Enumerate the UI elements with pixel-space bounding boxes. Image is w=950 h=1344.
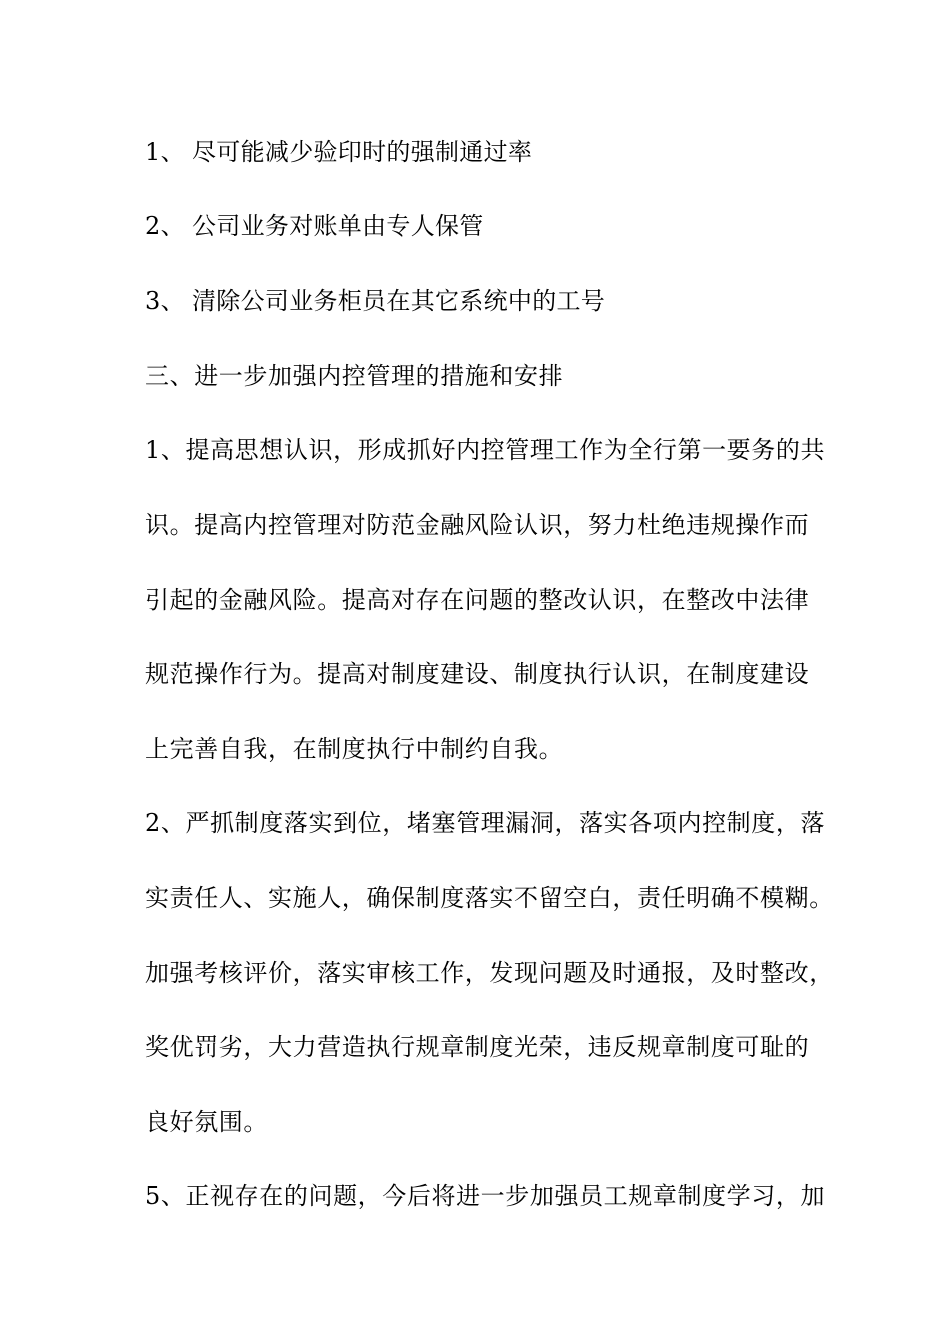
paragraph-line: 2、严抓制度落实到位，堵塞管理漏洞，落实各项内控制度，落 xyxy=(145,809,826,837)
section-heading: 三、进一步加强内控管理的措施和安排 xyxy=(145,362,564,390)
paragraph-line: 上完善自我，在制度执行中制约自我。 xyxy=(145,735,564,763)
list-item-text: 公司业务对账单由专人保管 xyxy=(192,212,484,240)
paragraph-line: 引起的金融风险。提高对存在问题的整改认识，在整改中法律 xyxy=(145,586,810,614)
list-item xyxy=(145,211,484,241)
paragraph-line: 规范操作行为。提高对制度建设、制度执行认识，在制度建设 xyxy=(145,660,810,688)
list-item-text: 尽可能减少验印时的强制通过率 xyxy=(192,138,533,166)
list-item-number: 3、 xyxy=(145,287,185,315)
paragraph-line: 5、正视存在的问题，今后将进一步加强员工规章制度学习，加 xyxy=(145,1182,826,1210)
list-item-text: 清除公司业务柜员在其它系统中的工号 xyxy=(192,287,606,315)
paragraph-line: 1、提高思想认识，形成抓好内控管理工作为全行第一要务的共 xyxy=(145,436,826,464)
list-item-number: 2、 xyxy=(145,212,185,240)
list-item xyxy=(145,137,532,167)
list-item xyxy=(145,286,605,316)
paragraph-line: 加强考核评价，落实审核工作，发现问题及时通报，及时整改， xyxy=(145,959,834,987)
paragraph-line: 奖优罚劣，大力营造执行规章制度光荣，违反规章制度可耻的 xyxy=(145,1033,810,1061)
paragraph-line: 良好氛围。 xyxy=(145,1108,268,1136)
paragraph-line: 实责任人、实施人，确保制度落实不留空白，责任明确不模糊。 xyxy=(145,884,834,912)
list-item-number: 1、 xyxy=(145,138,185,166)
paragraph-line: 识。提高内控管理对防范金融风险认识，努力杜绝违规操作而 xyxy=(145,511,810,539)
